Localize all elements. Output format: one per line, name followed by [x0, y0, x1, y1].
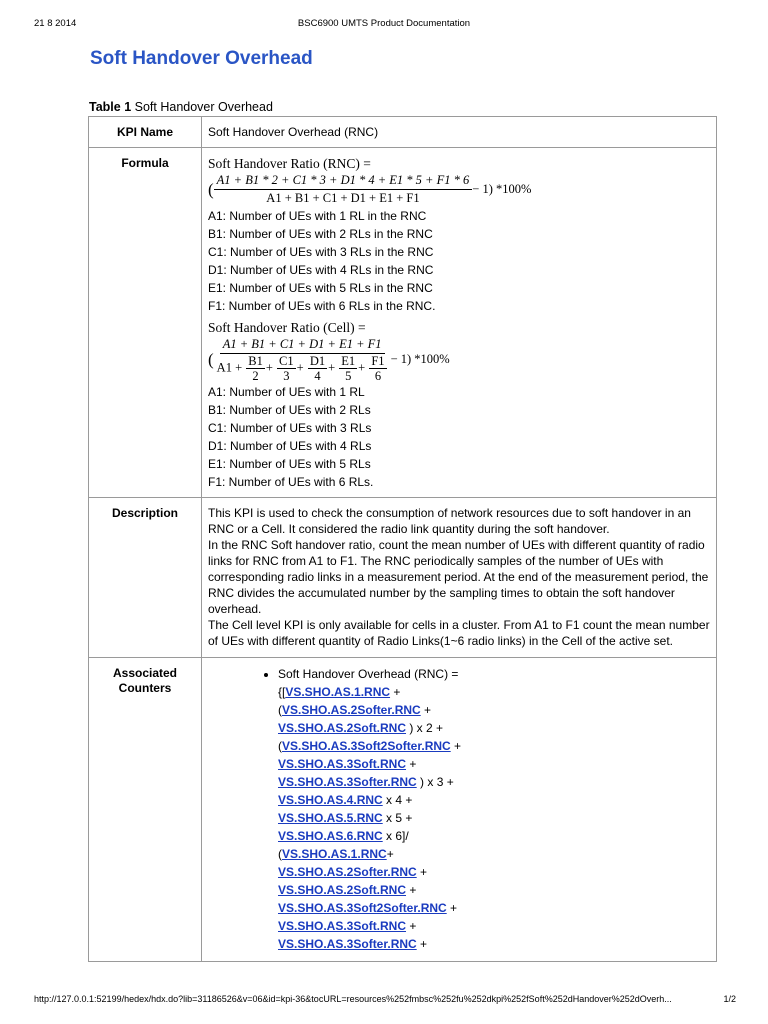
- counters-list: [208, 665, 710, 953]
- counter-suffix: +: [416, 865, 428, 879]
- table-row-counters: [89, 658, 717, 962]
- page-number: 1/2: [723, 994, 736, 1004]
- cell-den-term: [339, 354, 357, 383]
- definition-line: F1: Number of UEs with 6 RLs in the RNC.: [208, 299, 436, 313]
- counter-suffix: x 4 +: [382, 793, 413, 807]
- cell-den-term: [246, 354, 265, 383]
- counter-line: [278, 935, 710, 953]
- formula-label: Formula: [89, 148, 202, 498]
- term-denominator: 2: [252, 369, 259, 383]
- formula-cell: [202, 148, 717, 498]
- term-numerator: C1: [279, 354, 294, 368]
- counter-suffix: +: [446, 901, 458, 915]
- term-numerator: D1: [309, 354, 326, 368]
- term-denominator: 6: [374, 369, 382, 383]
- definition-line: E1: Number of UEs with 5 RLs: [208, 457, 371, 471]
- term-denominator: 4: [314, 369, 321, 383]
- description-cell: [202, 498, 717, 658]
- counter-link[interactable]: VS.SHO.AS.2Softer.RNC: [278, 865, 417, 879]
- cell-formula-tail: − 1) *100%: [390, 352, 450, 366]
- cell-den-lead: A1 +: [216, 360, 243, 375]
- rnc-formula-title: Soft Handover Ratio (RNC) =: [208, 156, 371, 171]
- definition-line: D1: Number of UEs with 4 RLs: [208, 439, 372, 453]
- cell-formula-title: Soft Handover Ratio (Cell) =: [208, 320, 366, 335]
- cell-den-term: [369, 354, 386, 383]
- definition-line: B1: Number of UEs with 2 RLs in the RNC: [208, 227, 433, 241]
- term-numerator: E1: [341, 354, 356, 368]
- page-url: http://127.0.0.1:52199/hedex/hdx.do?lib=31186526&v=06&id=kpi-36&tocURL=resources%252fmbsc%252fu%252dkpi%252fSoft%252dHandover%252dOverh...: [34, 994, 672, 1004]
- cell-numerator: A1 + B1 + C1 + D1 + E1 + F1: [220, 336, 385, 354]
- counter-link[interactable]: VS.SHO.AS.2Soft.RNC: [278, 721, 407, 735]
- counter-line: [278, 737, 710, 755]
- rnc-formula-equation: [208, 172, 710, 207]
- rnc-numerator: A1 + B1 * 2 + C1 * 3 + D1 * 4 + E1 * 5 + F1 * 6: [214, 172, 473, 190]
- counters-intro: • Soft Handover Overhead (RNC) =: [278, 667, 459, 681]
- counter-line: [278, 899, 710, 917]
- description-paragraph: This KPI is used to check the consumption of network resources due to soft handover in an RNC or a Cell. It considered the radio link quantity during the soft handover.: [208, 506, 691, 536]
- kpi-name-value: Soft Handover Overhead (RNC): [202, 117, 717, 148]
- counter-suffix: +: [420, 703, 432, 717]
- counter-line: [278, 863, 710, 881]
- definition-line: A1: Number of UEs with 1 RL: [208, 385, 365, 399]
- rnc-formula-tail: − 1) *100%: [472, 182, 532, 196]
- definition-line: E1: Number of UEs with 5 RLs in the RNC: [208, 281, 433, 295]
- plus-sign: +: [265, 360, 273, 375]
- term-denominator: 5: [345, 369, 352, 383]
- counter-line: [278, 701, 710, 719]
- definition-line: B1: Number of UEs with 2 RLs: [208, 403, 371, 417]
- print-date: 21 8 2014: [34, 18, 77, 29]
- counter-suffix: +: [406, 883, 417, 897]
- counter-line: [278, 809, 710, 827]
- counter-suffix: +: [450, 739, 462, 753]
- counter-link[interactable]: VS.SHO.AS.1.RNC: [285, 685, 391, 699]
- kpi-name-label: KPI Name: [89, 117, 202, 148]
- list-item: [278, 665, 710, 953]
- rnc-open-paren: (: [208, 180, 214, 199]
- counter-line: [278, 755, 710, 773]
- plus-sign: +: [328, 360, 336, 375]
- counter-line: [278, 845, 710, 863]
- counter-link[interactable]: VS.SHO.AS.3Softer.RNC: [278, 775, 417, 789]
- definition-line: A1: Number of UEs with 1 RL in the RNC: [208, 209, 427, 223]
- table-caption-label: Table 1: [89, 100, 132, 114]
- definition-line: C1: Number of UEs with 3 RLs: [208, 421, 372, 435]
- counter-link[interactable]: VS.SHO.AS.2Soft.RNC: [278, 883, 407, 897]
- counter-link[interactable]: VS.SHO.AS.3Soft.RNC: [278, 757, 407, 771]
- table-row-kpi-name: [89, 117, 717, 148]
- counter-line: [278, 917, 710, 935]
- counter-link[interactable]: VS.SHO.AS.5.RNC: [278, 811, 383, 825]
- rnc-definitions: [208, 207, 710, 315]
- cell-den-term: [277, 354, 296, 383]
- term-numerator: B1: [248, 354, 263, 368]
- counter-link[interactable]: VS.SHO.AS.1.RNC: [282, 847, 387, 861]
- definition-line: D1: Number of UEs with 4 RLs in the RNC: [208, 263, 434, 277]
- counter-suffix: +: [416, 937, 428, 951]
- table-caption-text: Soft Handover Overhead: [134, 100, 273, 114]
- description-paragraph: In the RNC Soft handover ratio, count the mean number of UEs with different quantity of radio links for RNC from A1 to F1. The RNC periodically samples of the number of UEs with corresponding radio links in a measurement period. At the end of the measurement period, the RNC divides the accumulated number by the sampling times to obtain the soft handover overhead.: [208, 538, 709, 616]
- counter-suffix: +: [406, 757, 417, 771]
- document-title: BSC6900 UMTS Product Documentation: [297, 18, 471, 29]
- cell-fraction: [214, 336, 391, 383]
- counter-link[interactable]: VS.SHO.AS.6.RNC: [278, 829, 383, 843]
- definition-line: C1: Number of UEs with 3 RLs in the RNC: [208, 245, 434, 259]
- counter-line: [278, 683, 710, 701]
- rnc-denominator: A1 + B1 + C1 + D1 + E1 + F1: [266, 191, 420, 205]
- definition-line: F1: Number of UEs with 6 RLs.: [208, 475, 374, 489]
- counter-line: [278, 827, 710, 845]
- rnc-fraction: [214, 172, 473, 207]
- counter-link[interactable]: VS.SHO.AS.2Softer.RNC: [282, 703, 421, 717]
- counter-suffix: x 6]/: [382, 829, 409, 843]
- counter-suffix: +: [386, 847, 394, 861]
- counter-link[interactable]: VS.SHO.AS.3Soft2Softer.RNC: [278, 901, 447, 915]
- cell-denominator: [214, 354, 391, 383]
- cell-den-term: [308, 354, 327, 383]
- cell-formula-equation: [208, 336, 710, 383]
- table-row-formula: [89, 148, 717, 498]
- counter-prefix: (: [278, 703, 282, 717]
- counter-prefix: (: [278, 847, 282, 861]
- counter-suffix: +: [390, 685, 401, 699]
- counter-link[interactable]: VS.SHO.AS.3Soft.RNC: [278, 919, 407, 933]
- description-paragraph: The Cell level KPI is only available for cells in a cluster. From A1 to F1 count the mean number of UEs with different quantity of Radio Links(1~6 radio links) in the Cell of the active set.: [208, 618, 710, 648]
- counters-list-container: [208, 665, 710, 955]
- cell-open-paren: (: [208, 350, 214, 369]
- counter-suffix: ) x 3 +: [416, 775, 454, 789]
- kpi-table: [88, 116, 717, 962]
- counter-suffix: +: [406, 919, 417, 933]
- counter-line: [278, 791, 710, 809]
- page-title: Soft Handover Overhead: [90, 48, 313, 69]
- counter-line: [278, 719, 710, 737]
- plus-sign: +: [358, 360, 366, 375]
- counters-cell: [202, 658, 717, 962]
- cell-definitions: [208, 383, 710, 491]
- term-numerator: F1: [371, 354, 385, 368]
- plus-sign: +: [296, 360, 304, 375]
- counter-suffix: x 5 +: [382, 811, 413, 825]
- table-caption: [89, 100, 273, 114]
- counter-line: [278, 773, 710, 791]
- counter-prefix: {[: [278, 685, 286, 699]
- table-row-description: [89, 498, 717, 658]
- counter-link[interactable]: VS.SHO.AS.3Soft2Softer.RNC: [282, 739, 451, 753]
- counter-link[interactable]: VS.SHO.AS.3Softer.RNC: [278, 937, 417, 951]
- counter-link[interactable]: VS.SHO.AS.4.RNC: [278, 793, 383, 807]
- term-denominator: 3: [283, 369, 290, 383]
- counter-line: [278, 881, 710, 899]
- counter-suffix: ) x 2 +: [406, 721, 444, 735]
- description-label: Description: [89, 498, 202, 658]
- counter-prefix: (: [278, 739, 282, 753]
- counters-label: Associated Counters: [89, 658, 202, 962]
